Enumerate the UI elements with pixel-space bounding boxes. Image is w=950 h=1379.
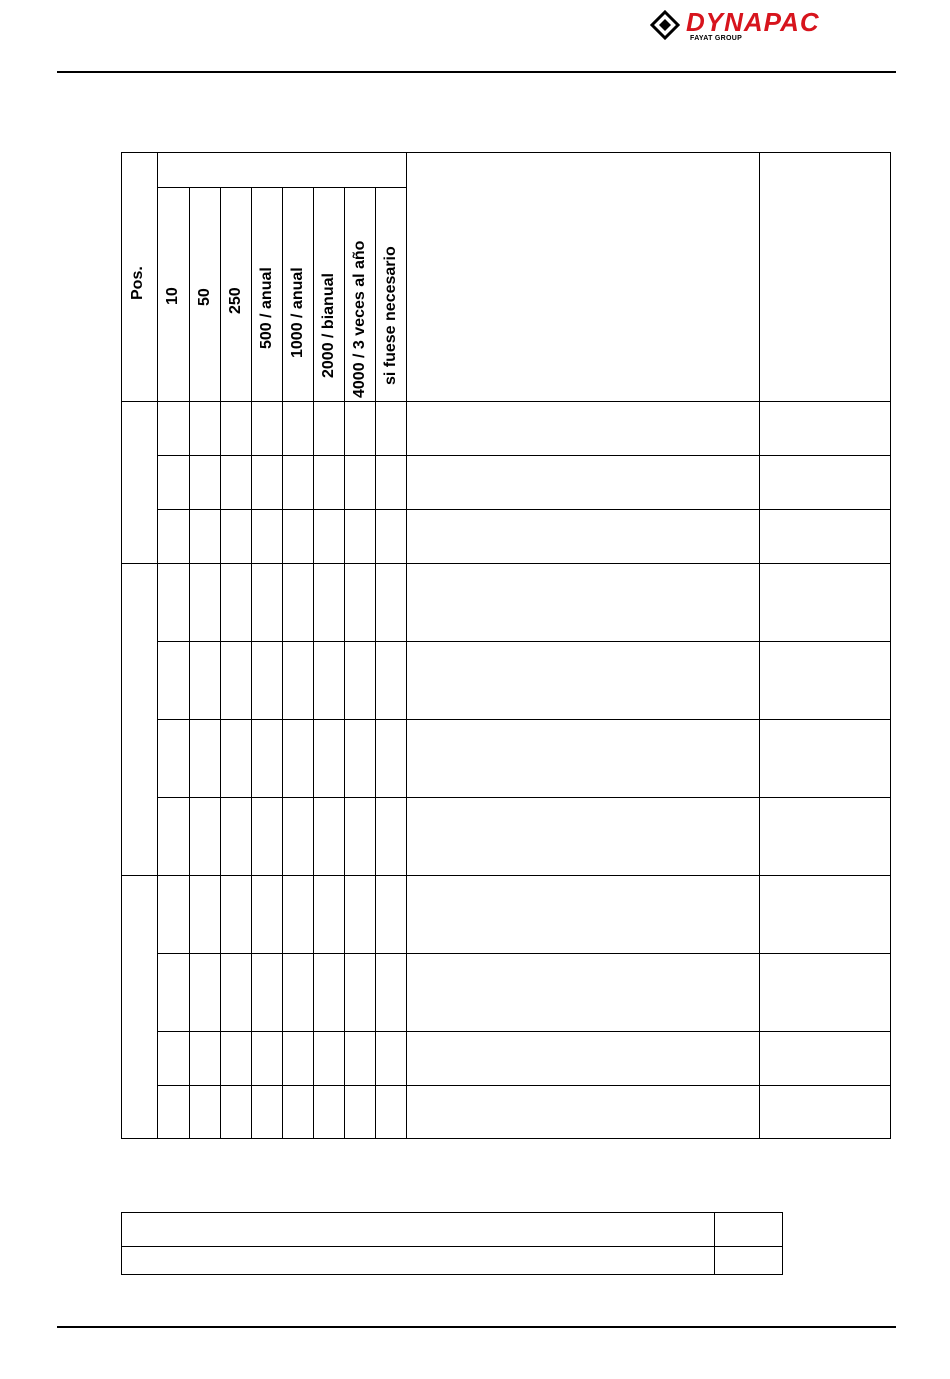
col-line (220, 187, 221, 1139)
interval-header-1000: 1000 / anual (289, 267, 306, 358)
row-line (157, 1085, 891, 1086)
col-line (282, 187, 283, 1139)
col-line (251, 187, 252, 1139)
dynapac-logo-icon (650, 10, 680, 40)
row-line (157, 797, 891, 798)
interval-header-4000: 4000 / 3 veces al año (351, 240, 368, 398)
row-line (157, 641, 891, 642)
row-line (157, 719, 891, 720)
interval-header-250: 250 (227, 287, 244, 314)
row-line (157, 953, 891, 954)
table-border-bottom (121, 1138, 891, 1139)
footer-table-row-line (121, 1246, 783, 1247)
footer-table (121, 1212, 783, 1275)
table-border-top (121, 152, 891, 153)
footer-table-border-top (121, 1212, 783, 1213)
footer-table-col-line (714, 1212, 715, 1275)
row-line (157, 455, 891, 456)
col-line (189, 187, 190, 1139)
interval-header-50: 50 (196, 288, 213, 306)
brand-subtitle: FAYAT GROUP (690, 35, 743, 42)
header-sub-line (157, 187, 406, 188)
col-line (375, 187, 376, 1139)
table-border-right (890, 152, 891, 1139)
col-line (344, 187, 345, 1139)
row-line (157, 509, 891, 510)
group-line (121, 875, 891, 876)
col-line (157, 152, 158, 1139)
interval-header-2000: 2000 / bianual (320, 273, 337, 378)
header-bottom-line (121, 401, 891, 402)
footer-table-border-bottom (121, 1274, 783, 1275)
logo (650, 6, 900, 46)
footer-table-border-right (782, 1212, 783, 1275)
interval-header-si-fuese-necesario: si fuese necesario (382, 246, 399, 385)
interval-header-10: 10 (164, 287, 181, 305)
col-line (313, 187, 314, 1139)
header-rule (57, 71, 896, 73)
maintenance-schedule-table (121, 152, 891, 1139)
col-line (406, 152, 407, 1139)
col-line (759, 152, 760, 1139)
footer-rule (57, 1326, 896, 1328)
table-border-left (121, 152, 122, 1139)
group-line (121, 563, 891, 564)
footer-table-border-left (121, 1212, 122, 1275)
row-line (157, 1031, 891, 1032)
pos-header: Pos. (129, 266, 146, 300)
brand-name: DYNAPAC (686, 7, 820, 37)
interval-header-500: 500 / anual (258, 267, 275, 349)
